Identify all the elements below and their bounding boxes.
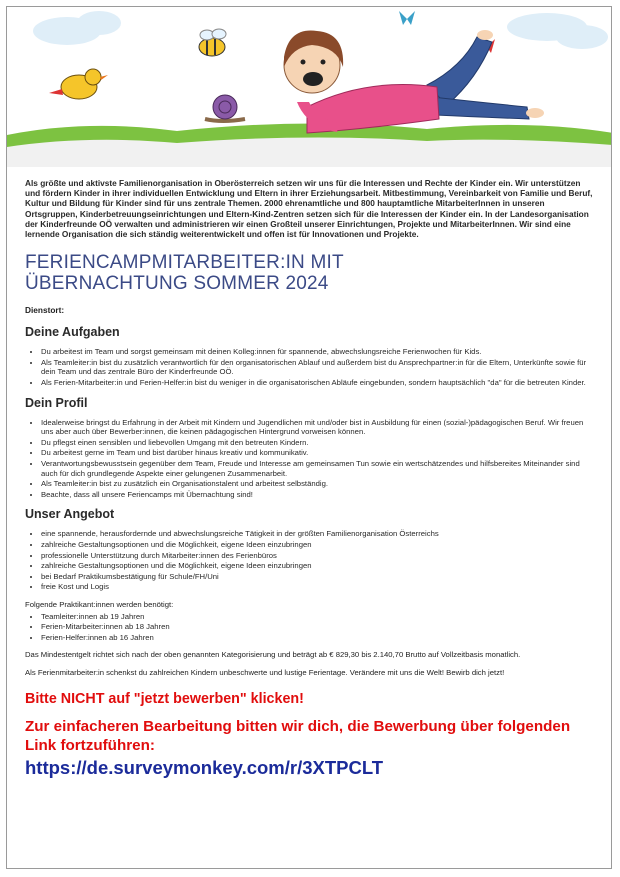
- list-item: • Du arbeitest gerne im Team und bist darüber hinaus kreativ und kommunikativ.: [41, 448, 595, 458]
- list-item: • Verantwortungsbewusstsein gegenüber dem Team, Freude und Interesse am gemeinsamen Tun sowie ein wertschätzendes und hilfsbereites Miteinander sind auch für dich grundlegende Aspekte einer gelungenen Zusammenarbeit.: [41, 459, 595, 478]
- salary-text: Das Mindestentgelt richtet sich nach der oben genannten Kategorisierung und beträgt ab € 829,30 bis 2.140,70 Brutto auf Vollzeitbasis monatlich.: [25, 650, 521, 660]
- list-item: • Als Ferien-Mitarbeiter:in und Ferien-Helfer:in bist du weniger in die organisatorischen Abläufe eingebunden, sondern hauptsächlich "da" für die betreuten Kinder.: [41, 378, 595, 388]
- list-item: • Beachte, dass all unsere Feriencamps mit Übernachtung sind!: [41, 490, 595, 500]
- bee-icon: [199, 29, 226, 56]
- list-item: • freie Kost und Logis: [41, 582, 595, 592]
- list-item: • Teamleiter:innen ab 19 Jahren: [41, 612, 595, 622]
- praktika-list: [25, 612, 595, 643]
- page-title: [25, 252, 595, 294]
- job-title-line1: FERIENCAMPMITARBEITER:IN MIT: [25, 252, 344, 274]
- profil-heading: Dein Profil: [25, 395, 88, 410]
- list-item: • Ferien-Mitarbeiter:innen ab 18 Jahren: [41, 622, 595, 632]
- job-posting-page: [6, 6, 612, 869]
- list-item: • bei Bedarf Praktikumsbestätigung für Schule/FH/Uni: [41, 572, 595, 582]
- dienstort-label: Dienstort:: [25, 305, 65, 316]
- list-item: • professionelle Unterstützung durch Mitarbeiter:innen des Ferienbüros: [41, 551, 595, 561]
- angebot-list: [25, 529, 595, 592]
- header-illustration: [7, 7, 612, 167]
- aufgaben-heading: Deine Aufgaben: [25, 325, 120, 340]
- list-item: • Als Teamleiter:in bist zu zusätzlich ein Organisationstalent und arbeitest selbständig.: [41, 479, 595, 489]
- bird-icon: [49, 69, 108, 99]
- snail-icon: [205, 95, 245, 121]
- list-item: • zahlreiche Gestaltungsoptionen und die Möglichkeit, eigene Ideen einzubringen: [41, 561, 595, 571]
- notice-do-not-apply: Bitte NICHT auf "jetzt bewerben" klicken!: [25, 691, 304, 708]
- girl-illustration: [284, 30, 544, 133]
- aufgaben-list: [25, 347, 595, 387]
- closing-text: Als Ferienmitarbeiter:in schenkst du zahlreichen Kindern unbeschwerte und lustige Ferientage. Verändere mit uns die Welt! Bewirb dich jetzt!: [25, 667, 505, 677]
- cloud-right: [507, 13, 608, 49]
- list-item: • Als Teamleiter:in bist du zusätzlich verantwortlich für den organisatorischen Ablauf und außerdem bist du Ansprechpartner:in für die Eltern, Unterkünfte sowie für dein Team und das zentrale Büro der Kinderfreunde OÖ.: [41, 358, 595, 377]
- profil-list: [25, 418, 595, 500]
- list-item: • zahlreiche Gestaltungsoptionen und die Möglichkeit, eigene Ideen einzubringen: [41, 540, 595, 550]
- cloud-left: [33, 11, 121, 45]
- list-item: • Du pflegst einen sensiblen und liebevollen Umgang mit den betreuten Kindern.: [41, 438, 595, 448]
- intro-text: Als größte und aktivste Familienorganisation in Oberösterreich setzen wir uns für die Interessen und Rechte der Kinder ein. Wir unterstützen und fördern Kinder in ihrer individuellen Entwicklung und Eltern in ihrer Erziehungsarbeit. Mitbestimmung, Vereinbarkeit von Familie und Beruf, Kultur und Bildung für Kinder sind für uns zentrale Themen. 2000 ehrenamtliche und 800 hauptamtliche MitarbeiterInnen in unseren Ortsgruppen, Kinderbetreuungseinrichtungen und Eltern-Kind-Zentren setzen sich für die Interessen der Kinder ein. In der Landesorganisation der Kinderfreunde OÖ verwalten und administrieren wir einen Großteil unserer Einrichtungen, Projekte und MitarbeiterInnen. Wir sind eine lernende Organisation die sich ständig weiterentwickelt und offen ist für Innovationen und Projekte.: [25, 178, 593, 240]
- praktika-intro: Folgende Praktikant:innen werden benötigt:: [25, 599, 174, 609]
- angebot-heading: Unser Angebot: [25, 507, 115, 522]
- apply-link[interactable]: https://de.surveymonkey.com/r/3XTPCLT: [25, 757, 384, 779]
- list-item: • eine spannende, herausfordernde und abwechslungsreiche Tätigkeit in der größten Familienorganisation Österreichs: [41, 529, 595, 539]
- notice-use-link: Zur einfacheren Bearbeitung bitten wir dich, die Bewerbung über folgenden Link fortzuführen:: [25, 718, 571, 755]
- list-item: • Du arbeitest im Team und sorgst gemeinsam mit deinen Kolleg:innen für spannende, abwechslungsreiche Ferienwochen für Kids.: [41, 347, 595, 357]
- list-item: • Idealerweise bringst du Erfahrung in der Arbeit mit Kindern und Jugendlichen mit und/oder bist in Ausbildung für einen (sozial-)pädagogischen Beruf. Wir freuen uns aber auch über Bewerber:innen, die keinen pädagogischen Hintergrund vorweisen können.: [41, 418, 595, 437]
- job-title-line2: ÜBERNACHTUNG SOMMER 2024: [25, 273, 329, 295]
- list-item: • Ferien-Helfer:innen ab 16 Jahren: [41, 633, 595, 643]
